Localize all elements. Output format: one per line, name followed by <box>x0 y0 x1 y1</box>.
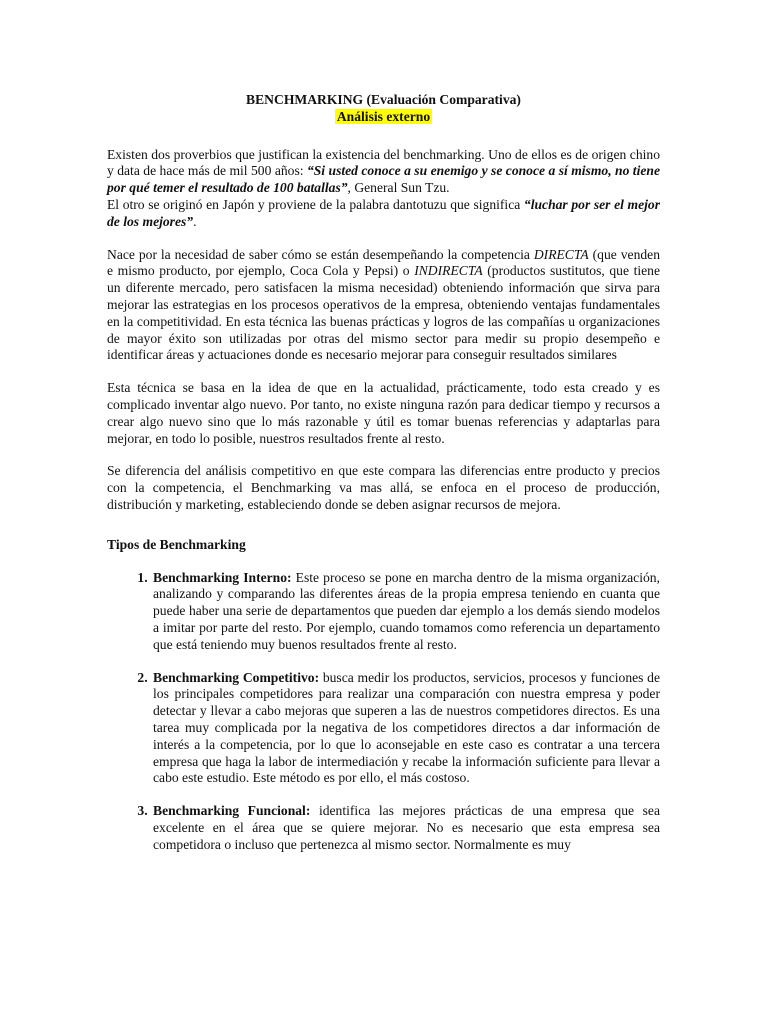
list-item-label: Benchmarking Interno: <box>153 569 292 585</box>
list-item-competitive <box>151 670 660 788</box>
paragraph-origin-text-3: (productos sustitutos, que tiene un diferente mercado, pero satisfacen la misma necesidad) obteniendo información que sirva para mejorar las estrategias en los procesos operativos de la empresa, obteniendo ventajas fundamentales en la competitividad. En esta técnica las buenas prácticas y logros de las compañías u organizaciones de mayor éxito son utilizadas por otras del mismo sector para medir su propio desempeño e identificar áreas y actuaciones donde es necesario mejorar para conseguir resultados similares <box>107 263 660 363</box>
benchmarking-types-list <box>107 570 660 854</box>
subtitle-line <box>107 109 660 126</box>
paragraph-difference: Se diferencia del análisis competitivo en que este compara las diferencias entre producto y precios con la competencia, el Benchmarking va mas allá, se enfoca en el proceso de producción, distribución y marketing, estableciendo donde se deben asignar recursos de mejora. <box>107 463 660 512</box>
indirecta-term: INDIRECTA <box>414 263 483 279</box>
dantotuzu-quote: “luchar por ser el mejor de los mejores” <box>107 196 660 229</box>
intro-end: . <box>193 213 197 229</box>
document-subtitle-highlighted: Análisis externo <box>336 108 431 124</box>
list-item-content <box>153 670 660 788</box>
intro-paragraph-proverb-2 <box>107 197 660 231</box>
list-item-label: Benchmarking Competitivo: <box>153 669 320 685</box>
intro-text: Existen dos proverbios que justifican la existencia del benchmarking. Uno de ellos es de origen chino y data de hace más de mil 500 años: <box>107 146 660 179</box>
list-item-internal <box>151 570 660 654</box>
intro-paragraph-proverb-1 <box>107 147 660 197</box>
list-item-text: busca medir los productos, servicios, procesos y funciones de los principales competidores para realizar una comparación con nuestra empresa y poder detectar y llevar a cabo mejoras que superen a las de nuestros competidores directos. Es una tarea muy complicada por la negativa de los competidores directos a dar información de interés a la competencia, por lo que lo aconsejable en este caso es contratar a una tercera empresa que haga la labor de intermediación y recabe la información suficiente para llevar a cabo este estudio. Este método es por ello, el más costoso. <box>153 669 660 786</box>
directa-term: DIRECTA <box>533 246 589 262</box>
paragraph-technique: Esta técnica se basa en la idea de que en la actualidad, prácticamente, todo esta creado y es complicado inventar algo nuevo. Por tanto, no existe ninguna razón para dedicar tiempo y recursos a crear algo nuevo sino que lo más razonable y útil es tomar buenas referencias y adaptarlas para mejorar, en todo lo posible, nuestros resultados frente al resto. <box>107 380 660 446</box>
list-item-text: identifica las mejores prácticas de una empresa que sea excelente en el área que se quiere mejorar. No es necesario que esta empresa sea competidora o incluso que pertenezca al mismo sector. Normalmente es muy <box>153 803 660 852</box>
section-title-types: Tipos de Benchmarking <box>107 536 246 552</box>
paragraph-origin-text-2: (que venden e mismo producto, por ejemplo, Coca Cola y Pepsi) o <box>107 246 660 279</box>
document-title: BENCHMARKING (Evaluación Comparativa) <box>246 92 521 107</box>
list-item-content <box>153 803 660 853</box>
list-item-label: Benchmarking Funcional: <box>153 803 311 819</box>
document-body <box>107 92 660 869</box>
intro-text-2: El otro se originó en Japón y proviene de la palabra dantotuzu que significa <box>107 196 524 212</box>
list-item-functional <box>151 803 660 853</box>
list-item-text: Este proceso se pone en marcha dentro de la misma organización, analizando y comparando las diferentes áreas de la propia empresa teniendo en cuanta que puede haber una serie de departamentos que pueden dar ejemplo a los demás siendo modelos a imitar por parte del resto. Por ejemplo, cuando tomamos como referencia un departamento que está teniendo muy buenos resultados frente al resto. <box>153 569 660 652</box>
list-item-content <box>153 570 660 654</box>
intro-attribution: , General Sun Tzu. <box>347 180 450 196</box>
paragraph-origin <box>107 247 660 365</box>
sun-tzu-quote: “Si usted conoce a su enemigo y se conoce a sí mismo, no tiene por qué temer el resultado de 100 batallas” <box>107 163 660 196</box>
paragraph-origin-text-1: Nace por la necesidad de saber cómo se están desempeñando la competencia <box>107 246 534 262</box>
